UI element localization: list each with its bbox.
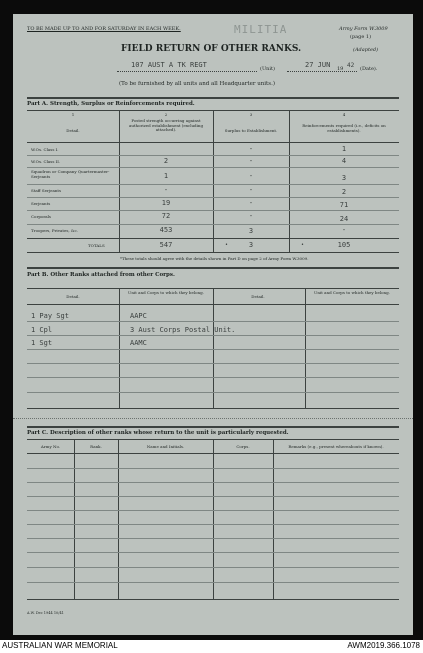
row-line — [27, 210, 399, 211]
row-line — [27, 377, 399, 378]
part-c-col-divider-4 — [273, 439, 274, 599]
row-line — [27, 392, 399, 393]
row-sgt-surplus: - — [248, 199, 254, 207]
row-wo2-surplus: - — [248, 157, 254, 165]
part-c-col-divider-3 — [213, 439, 214, 599]
col-header-posted: Posted strength occurring against authorized establishment (excluding attached). — [128, 118, 204, 132]
row-cqms-surplus: - — [248, 172, 254, 180]
part-b-col-unit-2: Unit and Corps to which they belong. — [314, 290, 390, 295]
footer-institution: AUSTRALIAN WAR MEMORIAL — [2, 641, 118, 650]
row-cqms-posted: 1 — [163, 172, 169, 180]
part-c-col-corps: Corps. — [236, 444, 250, 449]
row-pte-posted: 453 — [159, 226, 173, 234]
militia-stamp: MILITIA — [234, 23, 288, 36]
totals-surplus: 3 — [248, 241, 254, 249]
part-b-rule — [27, 267, 399, 269]
adapted-note: (Adapted) — [353, 47, 379, 53]
footer-accession-number: AWM2019.366.1078 — [347, 641, 420, 650]
unit-value: 107 AUST A TK REGT — [131, 61, 207, 69]
row-line — [27, 224, 399, 225]
totals-asterisk-mark: • — [225, 242, 228, 248]
part-c-col-rank: Rank. — [90, 444, 102, 449]
field-return-form — [13, 14, 413, 635]
part-c-col-remarks: Remarks (e.g., present whereabouts if known). — [288, 444, 384, 449]
part-c-col-army-no: Army No. — [40, 444, 61, 449]
row-sgt-reinf: 71 — [339, 201, 349, 209]
row-sgt-posted: 19 — [161, 199, 171, 207]
form-number: Army Form W.3009 — [339, 26, 388, 32]
date-prefix: 19 — [337, 66, 344, 72]
part-b-col-unit: Unit and Corps to which they belong. — [128, 290, 204, 295]
part-b-row-3-unit: AAMC — [130, 339, 147, 347]
perforation-line — [13, 418, 413, 419]
part-b-col-detail-2: Detail. — [251, 294, 265, 299]
row-line — [27, 363, 399, 364]
row-wo1-detail: W.Os. Class I. — [31, 147, 59, 152]
part-b-row-3-detail: 1 Sgt — [31, 339, 53, 347]
part-b-heading: Part B. Other Ranks attached from other Corps. — [27, 272, 175, 278]
printer-note: A.W. Dec 1944 10/41 — [27, 611, 64, 615]
totals-label: TOTALS — [88, 243, 105, 248]
date-label: (Date). — [360, 66, 378, 72]
row-cpl-surplus: - — [248, 212, 254, 220]
totals-asterisk-mark: • — [301, 242, 304, 248]
totals-top-border — [27, 238, 399, 239]
row-pte-surplus: 3 — [248, 227, 254, 235]
row-line — [27, 184, 399, 185]
top-note: TO BE MADE UP TO AND FOR SATURDAY IN EACH WEEK. — [27, 26, 181, 32]
row-line — [27, 321, 399, 322]
row-cpl-detail: Corporals — [31, 214, 51, 219]
part-b-row-2-detail: 1 Cpl — [31, 326, 53, 334]
row-cpl-posted: 72 — [161, 212, 171, 220]
part-b-bottom-border — [27, 408, 399, 409]
row-line — [27, 510, 399, 511]
col-header-surplus: Surplus to Establishment. — [224, 128, 278, 133]
part-b-row-1-unit: AAPC — [130, 312, 147, 320]
page-number: (page 1) — [350, 34, 372, 40]
row-cqms-detail: Squadron or Company Quartermaster-Serjeants — [31, 169, 110, 179]
unit-underline — [117, 71, 257, 72]
row-line — [27, 155, 399, 156]
row-wo1-reinf: 1 — [341, 145, 347, 153]
row-line — [27, 552, 399, 553]
part-a-rule — [27, 97, 399, 99]
part-b-col-divider-3 — [305, 288, 306, 408]
part-c-col-name: Name and Initials. — [146, 444, 185, 449]
row-line — [27, 468, 399, 469]
row-pte-detail: Troopers, Privates, &c. — [31, 228, 79, 233]
row-line — [27, 197, 399, 198]
col-header-detail: Detail. — [66, 128, 80, 133]
part-a-heading: Part A. Strength, Surplus or Reinforcements required. — [27, 101, 195, 107]
row-ssgt-posted: - — [163, 186, 169, 194]
part-c-heading: Part C. Description of other ranks whose return to the unit is particularly requested. — [27, 430, 289, 436]
row-ssgt-detail: Staff Serjeants — [31, 188, 62, 193]
col-number-2: 2 — [164, 112, 168, 117]
part-c-rule — [27, 426, 399, 428]
row-line — [27, 524, 399, 525]
part-b-row-2-unit: 3 Aust Corps Postal Unit. — [130, 326, 236, 334]
row-wo2-detail: W.Os. Class II. — [31, 159, 61, 164]
page-title: FIELD RETURN OF OTHER RANKS. — [121, 44, 302, 54]
part-c-col-divider-1 — [74, 439, 75, 599]
col-number-1: 1 — [71, 112, 75, 117]
date-underline — [287, 71, 357, 72]
row-ssgt-surplus: - — [248, 186, 254, 194]
col-number-3: 3 — [249, 112, 253, 117]
row-pte-reinf: - — [341, 226, 347, 234]
row-line — [27, 567, 399, 568]
row-wo2-posted: 2 — [163, 157, 169, 165]
row-line — [27, 482, 399, 483]
part-b-col-divider-2 — [213, 288, 214, 408]
part-c-bottom-border — [27, 599, 399, 600]
row-ssgt-reinf: 2 — [341, 188, 347, 196]
part-b-row-1-detail: 1 Pay Sgt — [31, 312, 69, 320]
col-header-reinf: Reinforcements required (i.e., deficits on establishments). — [302, 123, 386, 133]
part-b-col-detail: Detail. — [66, 294, 80, 299]
row-wo1-surplus: - — [248, 145, 254, 153]
row-line — [27, 496, 399, 497]
row-line — [27, 349, 399, 350]
row-cqms-reinf: 3 — [341, 174, 347, 182]
row-line — [27, 167, 399, 168]
date-year: 42 — [347, 62, 355, 69]
row-line — [27, 582, 399, 583]
date-value: 27 JUN — [305, 61, 331, 69]
totals-reinf: 105 — [337, 241, 351, 249]
instruction: (To be furnished by all units and all Headquarter units.) — [119, 81, 275, 87]
part-b-col-divider-1 — [119, 288, 120, 408]
unit-label: (Unit) — [260, 66, 275, 72]
row-sgt-detail: Serjeants — [31, 201, 51, 206]
row-line — [27, 335, 399, 336]
row-line — [27, 538, 399, 539]
totals-note: *These totals should agree with the details shown in Part D on page 2 of Army Form W.3009. — [120, 256, 309, 261]
totals-posted: 547 — [159, 241, 173, 249]
col-number-4: 4 — [342, 112, 346, 117]
part-c-col-divider-2 — [118, 439, 119, 599]
row-cpl-reinf: 24 — [339, 215, 349, 223]
row-wo2-reinf: 4 — [341, 157, 347, 165]
totals-bottom-border — [27, 252, 399, 253]
